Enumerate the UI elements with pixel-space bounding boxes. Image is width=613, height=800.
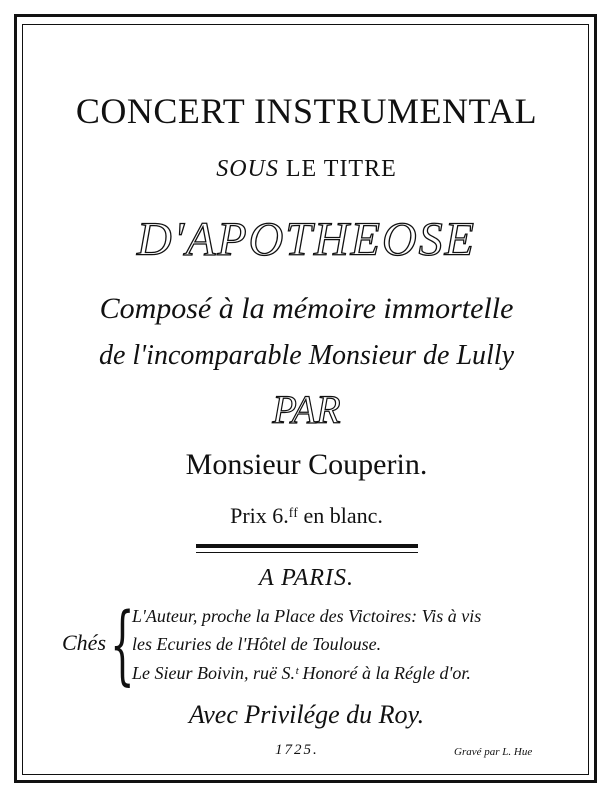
ches-label: Chés xyxy=(62,630,106,655)
dedication-line-1: Composé à la mémoire immortelle xyxy=(99,292,514,325)
address-line-3: Le Sieur Boivin, ruë S.ᵗ Honoré à la Régle d'or. xyxy=(132,663,471,683)
divider-thick xyxy=(196,544,418,548)
price: Prix 6.ᶠᶠ en blanc. xyxy=(230,503,383,528)
title-line-2-prefix: SOUS xyxy=(216,156,279,182)
year: 1725. xyxy=(275,742,319,758)
title-line-2 xyxy=(0,156,613,183)
dedication-line-2: de l'incomparable Monsieur de Lully xyxy=(98,340,515,371)
engraver-credit: Gravé par L. Hue xyxy=(454,746,533,758)
par-word: PAR xyxy=(272,387,341,432)
title-line-1: CONCERT INSTRUMENTAL xyxy=(75,91,538,131)
address-line-2: les Ecuries de l'Hôtel de Toulouse. xyxy=(132,634,382,654)
title-line-2-rest: LE TITRE xyxy=(278,156,397,182)
city: A PARIS. xyxy=(258,565,355,591)
privilege: Avec Privilége du Roy. xyxy=(188,700,425,729)
work-title: D'APOTHEOSE xyxy=(137,213,476,266)
divider-thin xyxy=(196,552,418,553)
address-line-1: L'Auteur, proche la Place des Victoires: Vis à vis xyxy=(132,606,482,626)
composer-name: Monsieur Couperin. xyxy=(185,448,428,481)
brace-icon: { xyxy=(110,595,135,695)
